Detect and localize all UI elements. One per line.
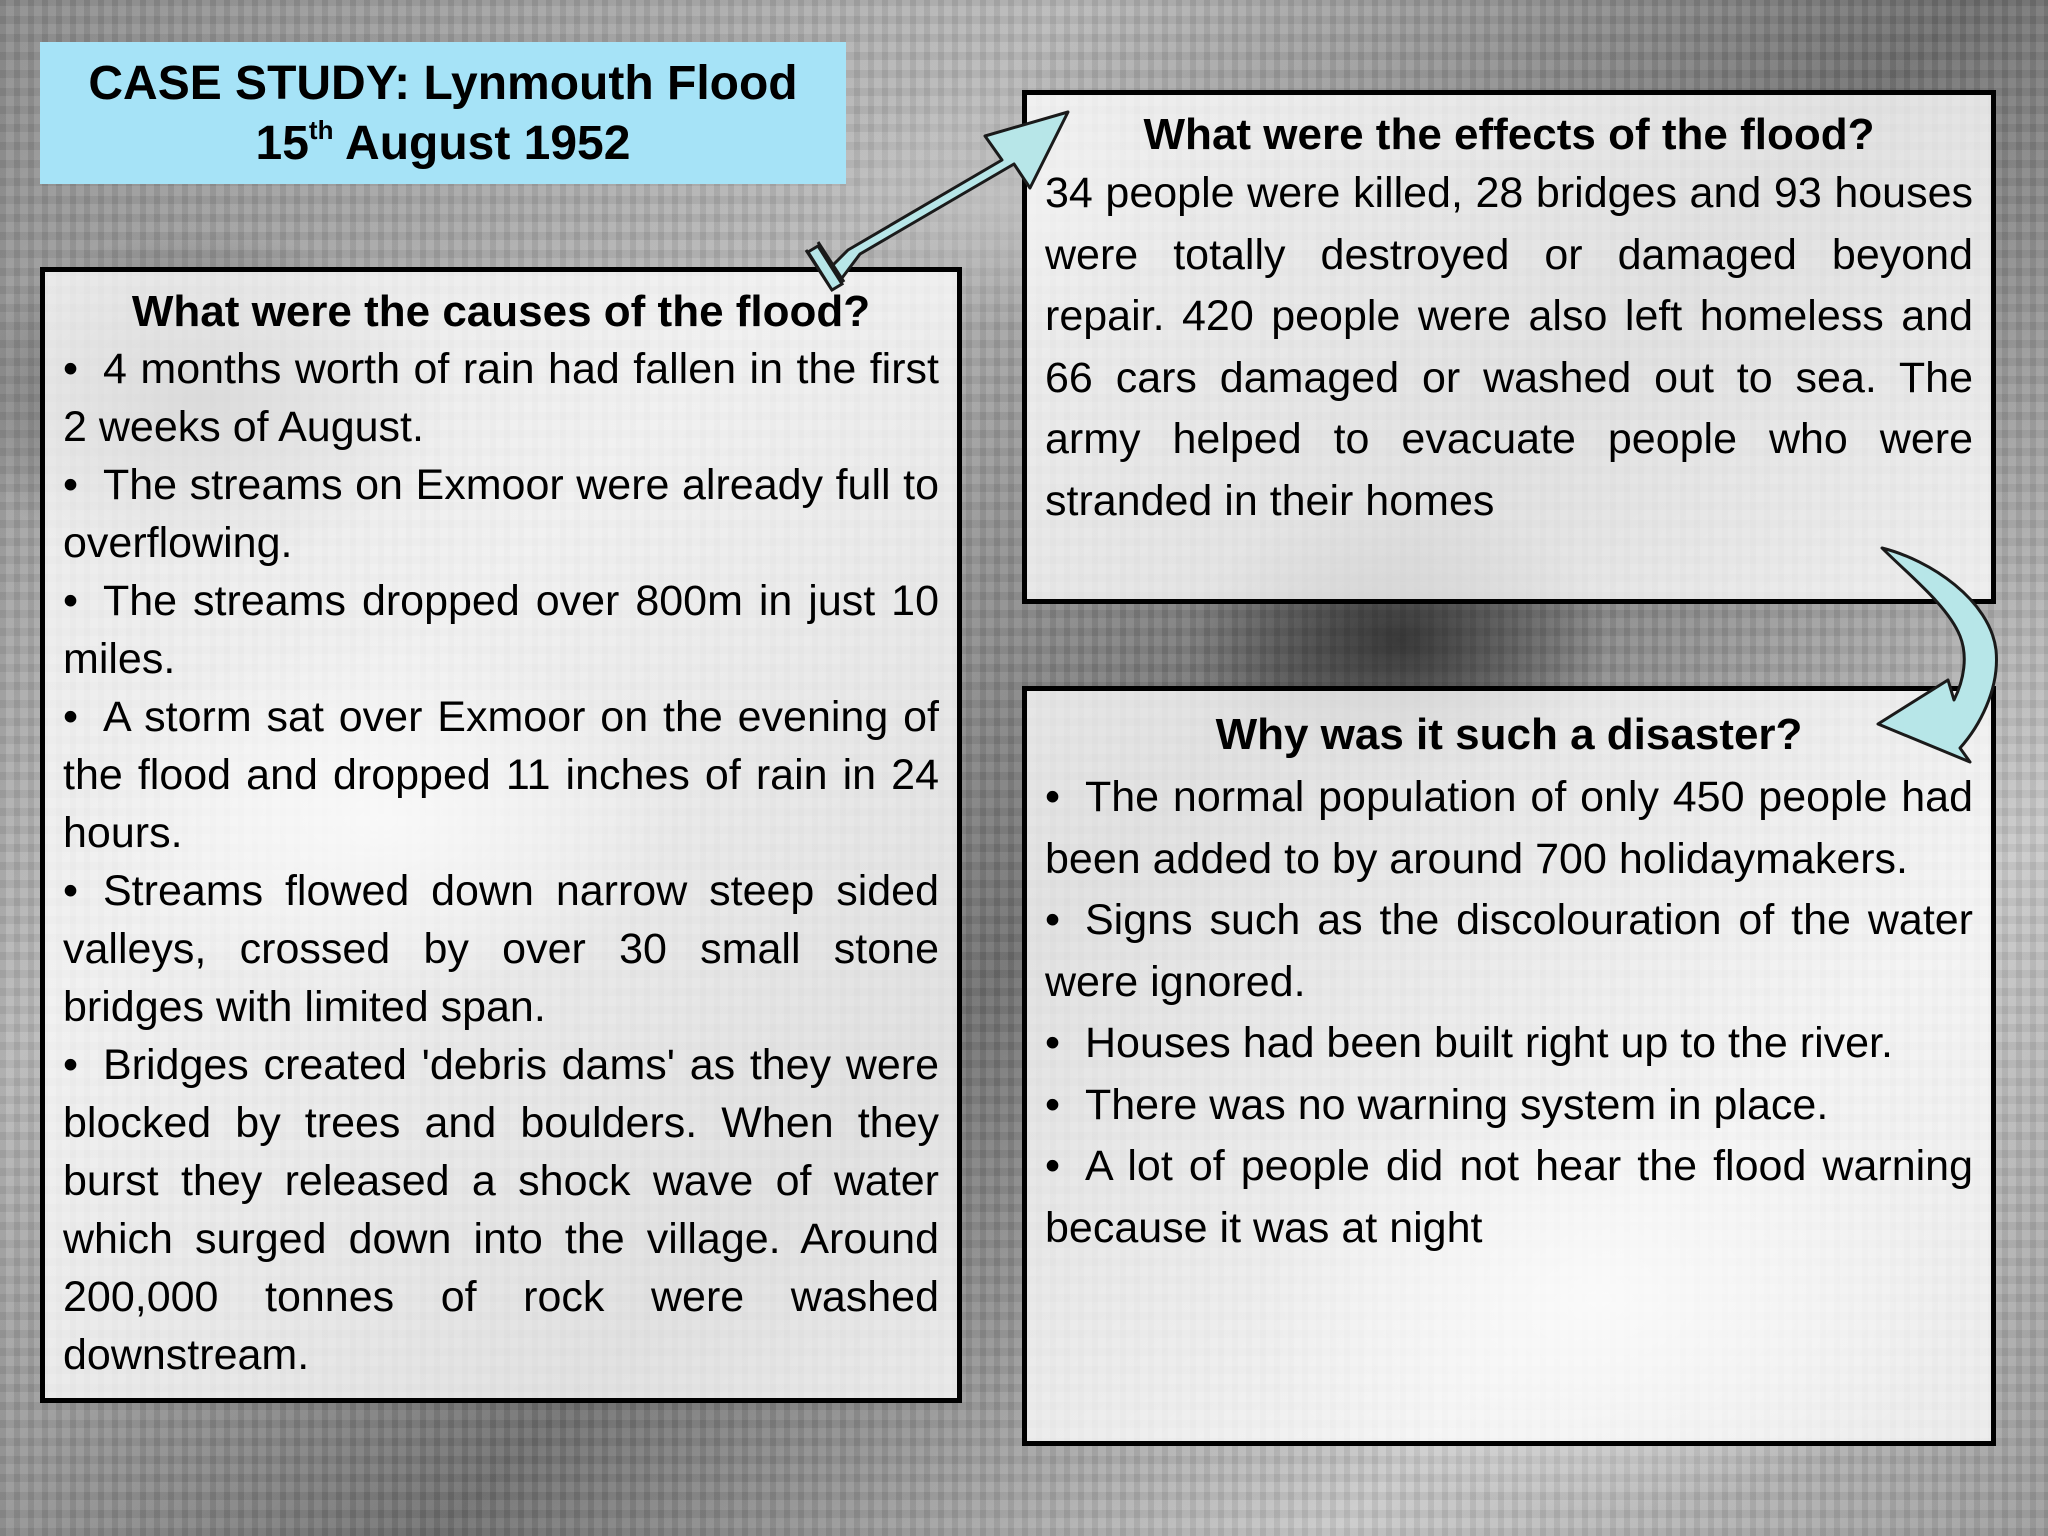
- effects-panel: [1022, 90, 1996, 604]
- title-date-rest: August 1952: [333, 117, 631, 170]
- bullet-marker: •: [63, 345, 79, 393]
- list-item-text: There was no warning system in place.: [1085, 1080, 1829, 1129]
- list-item: [63, 1036, 939, 1384]
- title-day-suffix: th: [308, 115, 334, 145]
- bullet-marker: •: [1045, 773, 1061, 821]
- list-item-text: Bridges created 'debris dams' as they were blocked by trees and boulders. When they burst they released a shock wave of water which surged down into the village. Around 200,000 tonnes of rock were washed downstream.: [63, 1041, 939, 1379]
- causes-list: [63, 340, 939, 1384]
- list-item: [63, 862, 939, 1036]
- bullet-marker: •: [1045, 896, 1061, 944]
- list-item-text: The streams on Exmoor were already full to overflowing.: [63, 461, 939, 567]
- list-item-text: Streams flowed down narrow steep sided valleys, crossed by over 30 small stone bridges with limited span.: [63, 867, 939, 1031]
- list-item-text: A storm sat over Exmoor on the evening of the flood and dropped 11 inches of rain in 24 hours.: [63, 693, 939, 857]
- bullet-marker: •: [63, 693, 79, 741]
- disaster-list: [1045, 767, 1973, 1259]
- list-item: [1045, 767, 1973, 890]
- bullet-marker: •: [63, 577, 79, 625]
- list-item-text: 4 months worth of rain had fallen in the first 2 weeks of August.: [63, 345, 939, 451]
- bullet-marker: •: [1045, 1080, 1061, 1129]
- bullet-marker: •: [1045, 1019, 1061, 1067]
- bullet-marker: •: [1045, 1142, 1061, 1190]
- page-title: [40, 42, 846, 184]
- title-day: 15: [255, 117, 309, 170]
- list-item-text: Signs such as the discolouration of the water were ignored.: [1045, 896, 1973, 1006]
- bullet-marker: •: [63, 461, 79, 509]
- list-item: [63, 340, 939, 456]
- list-item-text: The normal population of only 450 people had been added to by around 700 holidaymakers.: [1045, 773, 1973, 883]
- bullet-marker: •: [63, 867, 79, 915]
- list-item-text: The streams dropped over 800m in just 10 miles.: [63, 577, 939, 683]
- disaster-heading: Why was it such a disaster?: [1215, 710, 1803, 759]
- causes-heading: What were the causes of the flood?: [131, 287, 871, 336]
- title-line-2: [40, 114, 846, 174]
- title-line-1: CASE STUDY: Lynmouth Flood: [88, 57, 798, 110]
- list-item: [63, 688, 939, 862]
- list-item-text: A lot of people did not hear the flood warning because it was at night: [1045, 1142, 1973, 1252]
- effects-body: 34 people were killed, 28 bridges and 93 houses were totally destroyed or damaged beyond repair. 420 people were also left homeless and 66 cars damaged or washed out to sea. The army helped to evacuate people who were stranded in their homes: [1045, 169, 1973, 525]
- causes-panel: [40, 267, 962, 1403]
- effects-heading: What were the effects of the flood?: [1143, 110, 1875, 159]
- list-item: [63, 456, 939, 572]
- list-item: [1045, 1075, 1973, 1137]
- disaster-panel: [1022, 686, 1996, 1446]
- list-item: [1045, 890, 1973, 1013]
- bullet-marker: •: [63, 1041, 79, 1089]
- list-item: [63, 572, 939, 688]
- list-item-text: Houses had been built right up to the river.: [1085, 1019, 1893, 1067]
- list-item: [1045, 1013, 1973, 1075]
- list-item: [1045, 1136, 1973, 1259]
